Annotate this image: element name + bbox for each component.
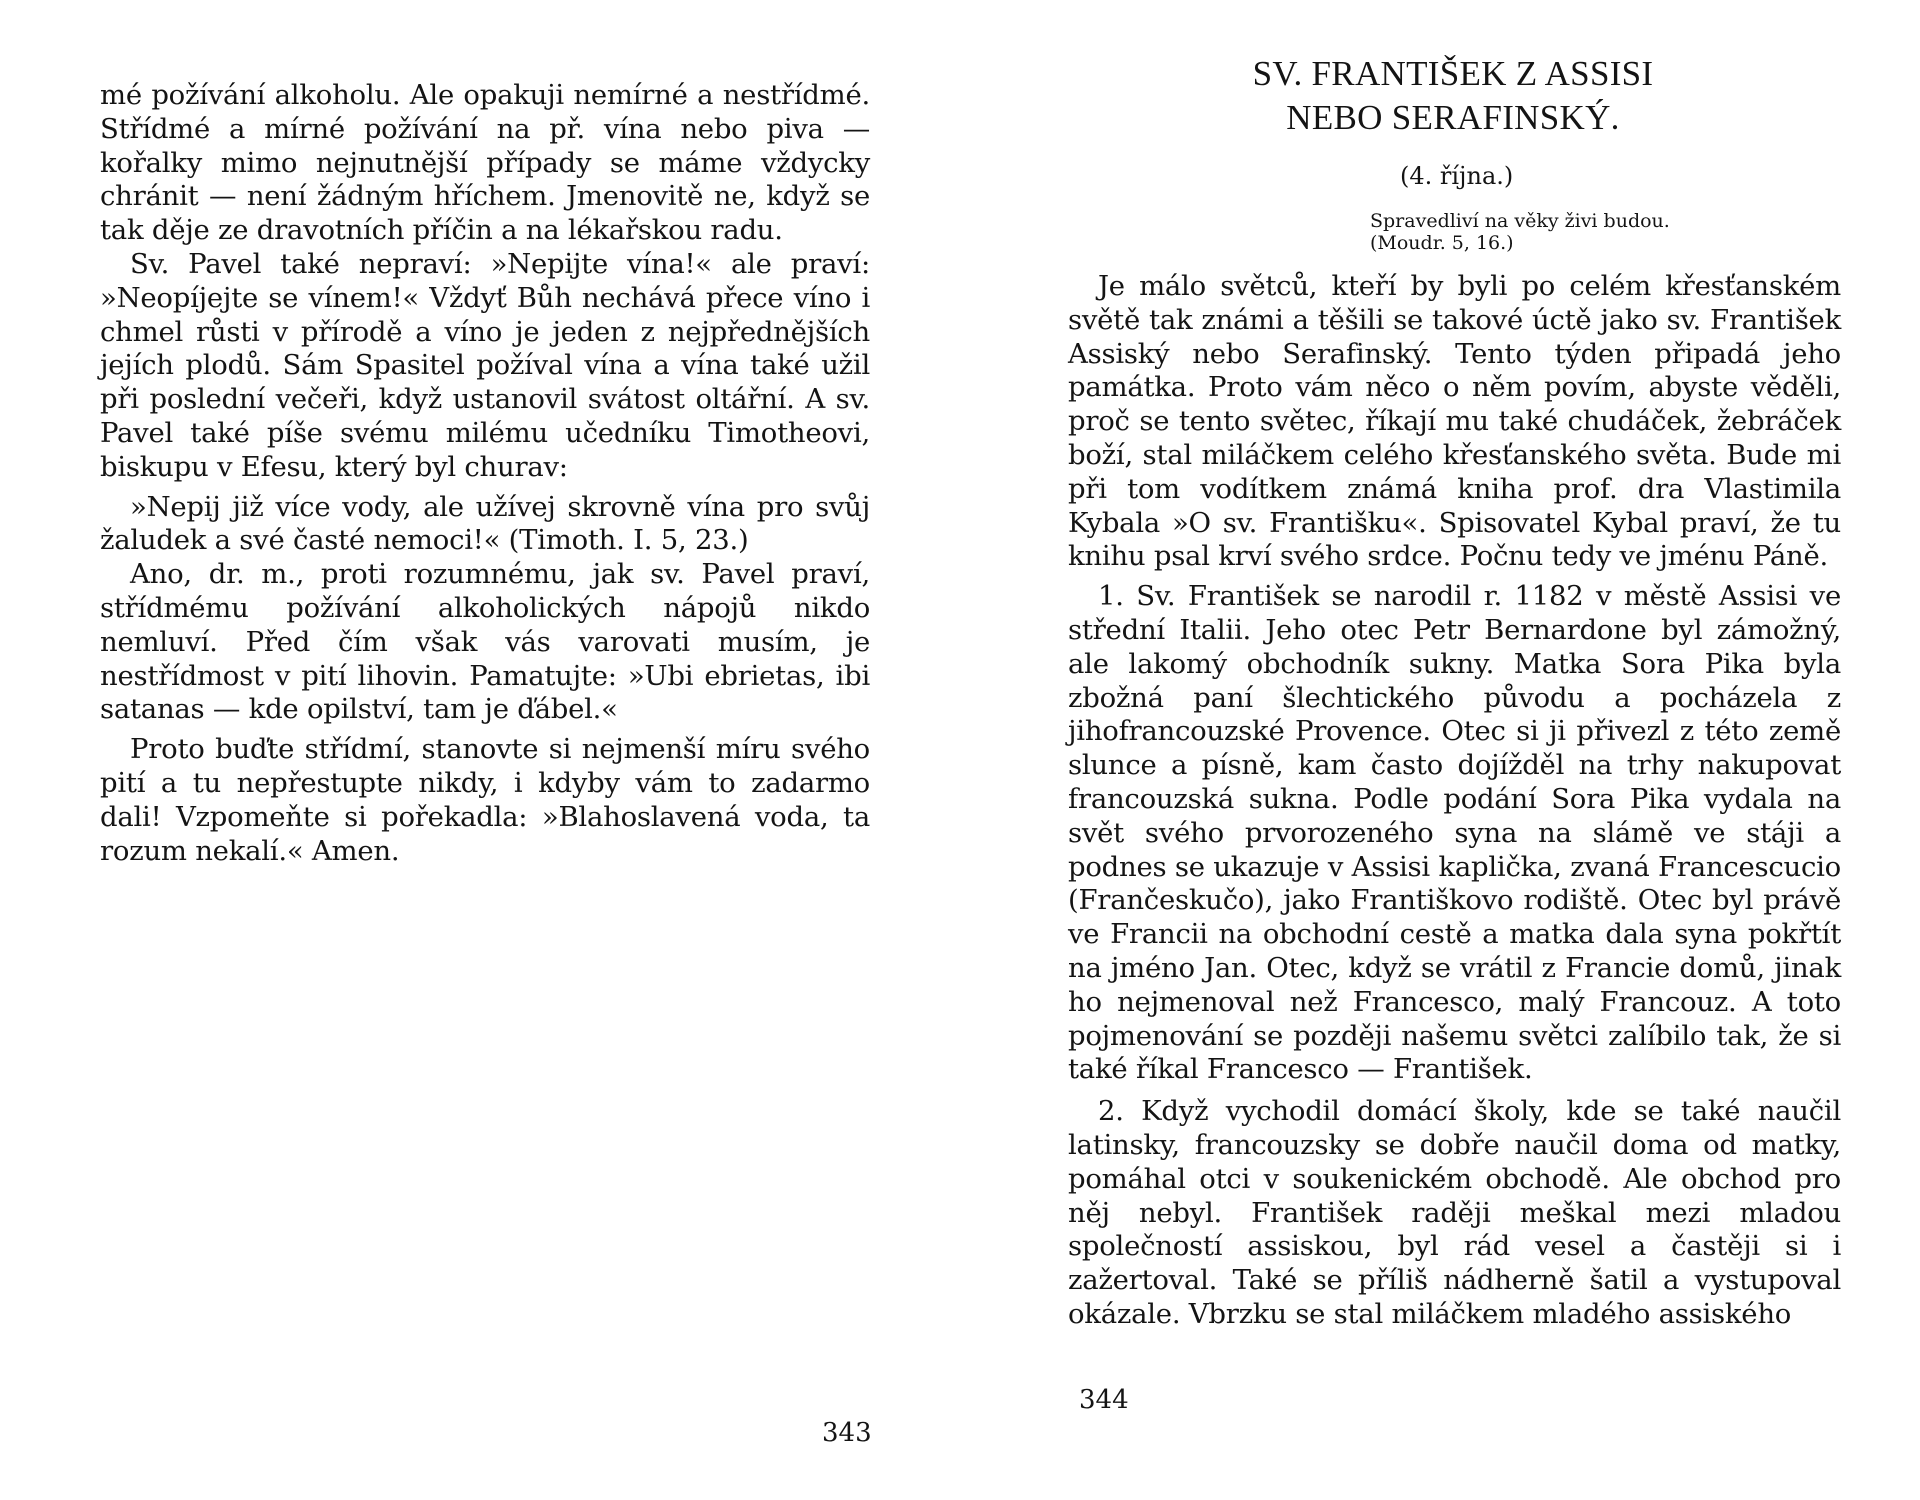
chapter-title-line-2: NEBO SERAFINSKÝ. [1286,98,1620,137]
motto-epigraph [1370,210,1670,254]
right-paragraph-1: Je málo světců, kteří by byli po celém křesťanském světě tak známi a těšili se takové úctě jako sv. František Assiský nebo Serafinský. Tento týden připadá jeho památka. Proto vám něco o něm povím, abyste věděli, proč se tento světec, říkají mu také chudáček, žebráček boží, stal miláčkem celého křesťanského světa. Bude mi při tom vodítkem známá kniha prof. dra Vlastimila Kybala »O sv. Františku«. Spisovatel Kybal praví, že tu knihu psal krví svého srdce. Počnu tedy ve jménu Páně. [1068,270,1841,573]
feast-date: (4. října.) [1400,162,1514,190]
left-paragraph-3-quote: »Nepij již více vody, ale užívej skrovně vína pro svůj žaludek a své časté nemoci!« (Timoth. I. 5, 23.) [100,490,870,557]
left-paragraph-5: Proto buďte střídmí, stanovte si nejmenší míru svého pití a tu nepřestupte nikdy, i kdyby vám to zadarmo dali! Vzpomeňte si pořekadla: »Blahoslavená voda, ta rozum nekalí.« Amen. [100,733,870,867]
left-text-column [100,79,870,868]
right-page [960,0,1920,1500]
motto-text: Spravedliví na věky živi budou. [1370,210,1670,232]
left-paragraph-4: Ano, dr. m., proti rozumnému, jak sv. Pavel praví, střídmému požívání alkoholických nápojů nikdo nemluví. Před čím však vás varovati musím, je nestřídmost v pití lihovin. Pamatujte: »Ubi ebrietas, ibi satanas — kde opilství, tam je ďábel.« [100,558,870,726]
motto-source: (Moudr. 5, 16.) [1370,232,1514,254]
right-paragraph-3: 2. Když vychodil domácí školy, kde se také naučil latinsky, francouzsky se dobře naučil doma od matky, pomáhal otci v soukenickém obchodě. Ale obchod pro něj nebyl. František raději meškal mezi mladou společností assiskou, byl rád vesel a častěji si i zažertoval. Také se příliš nádherně šatil a vystupoval okázale. Vbrzku se stal miláčkem mladého assiského [1068,1095,1841,1330]
right-paragraph-2: 1. Sv. František se narodil r. 1182 v městě Assisi ve střední Italii. Jeho otec Petr Bernardone byl zámožný, ale lakomý obchodník sukny. Matka Sora Pika byla zbožná paní šlechtického původu a pocházela z jihofrancouzské Provence. Otec si ji přivezl z této země slunce a písně, kam často dojížděl na trhy nakupovat francouzská sukna. Podle podání Sora Pika vydala na svět svého prvorozeného syna na slámě ve stáji a podnes se ukazuje v Assisi kaplička, zvaná Francescucio (Frančeskučo), jako Františkovo rodiště. Otec byl právě ve Francii na obchodní cestě a matka dala syna pokřtít na jméno Jan. Otec, když se vrátil z Francie domů, jinak ho nejmenoval než Francesco, malý Francouz. A toto pojmenování se později našemu světci zalíbilo tak, že si také říkal Francesco — František. [1068,580,1841,1086]
chapter-title-line-1: SV. FRANTIŠEK Z ASSISI [1252,54,1654,93]
page-number-left: 343 [822,1418,872,1448]
left-paragraph-1: mé požívání alkoholu. Ale opakuji nemírné a nestřídmé. Střídmé a mírné požívání na př. vína nebo piva — kořalky mimo nejnutnější případy se máme vždycky chránit — není žádným hříchem. Jmenovitě ne, když se tak děje ze dravotních příčin a na lékařskou radu. [100,79,870,247]
left-paragraph-2: Sv. Pavel také nepraví: »Nepijte vína!« ale praví: »Neopíjejte se vínem!« Vždyť Bůh nechává přece víno i chmel růsti v přírodě a víno je jeden z nejpřednějších jejích plodů. Sám Spasitel požíval vína a vína také užil při poslední večeři, když ustanovil svátost oltářní. A sv. Pavel také píše svému milému učedníku Timotheovi, biskupu v Efesu, který byl churav: [100,247,870,483]
right-text-column [1068,270,1841,1332]
page-number-right: 344 [1079,1385,1129,1415]
